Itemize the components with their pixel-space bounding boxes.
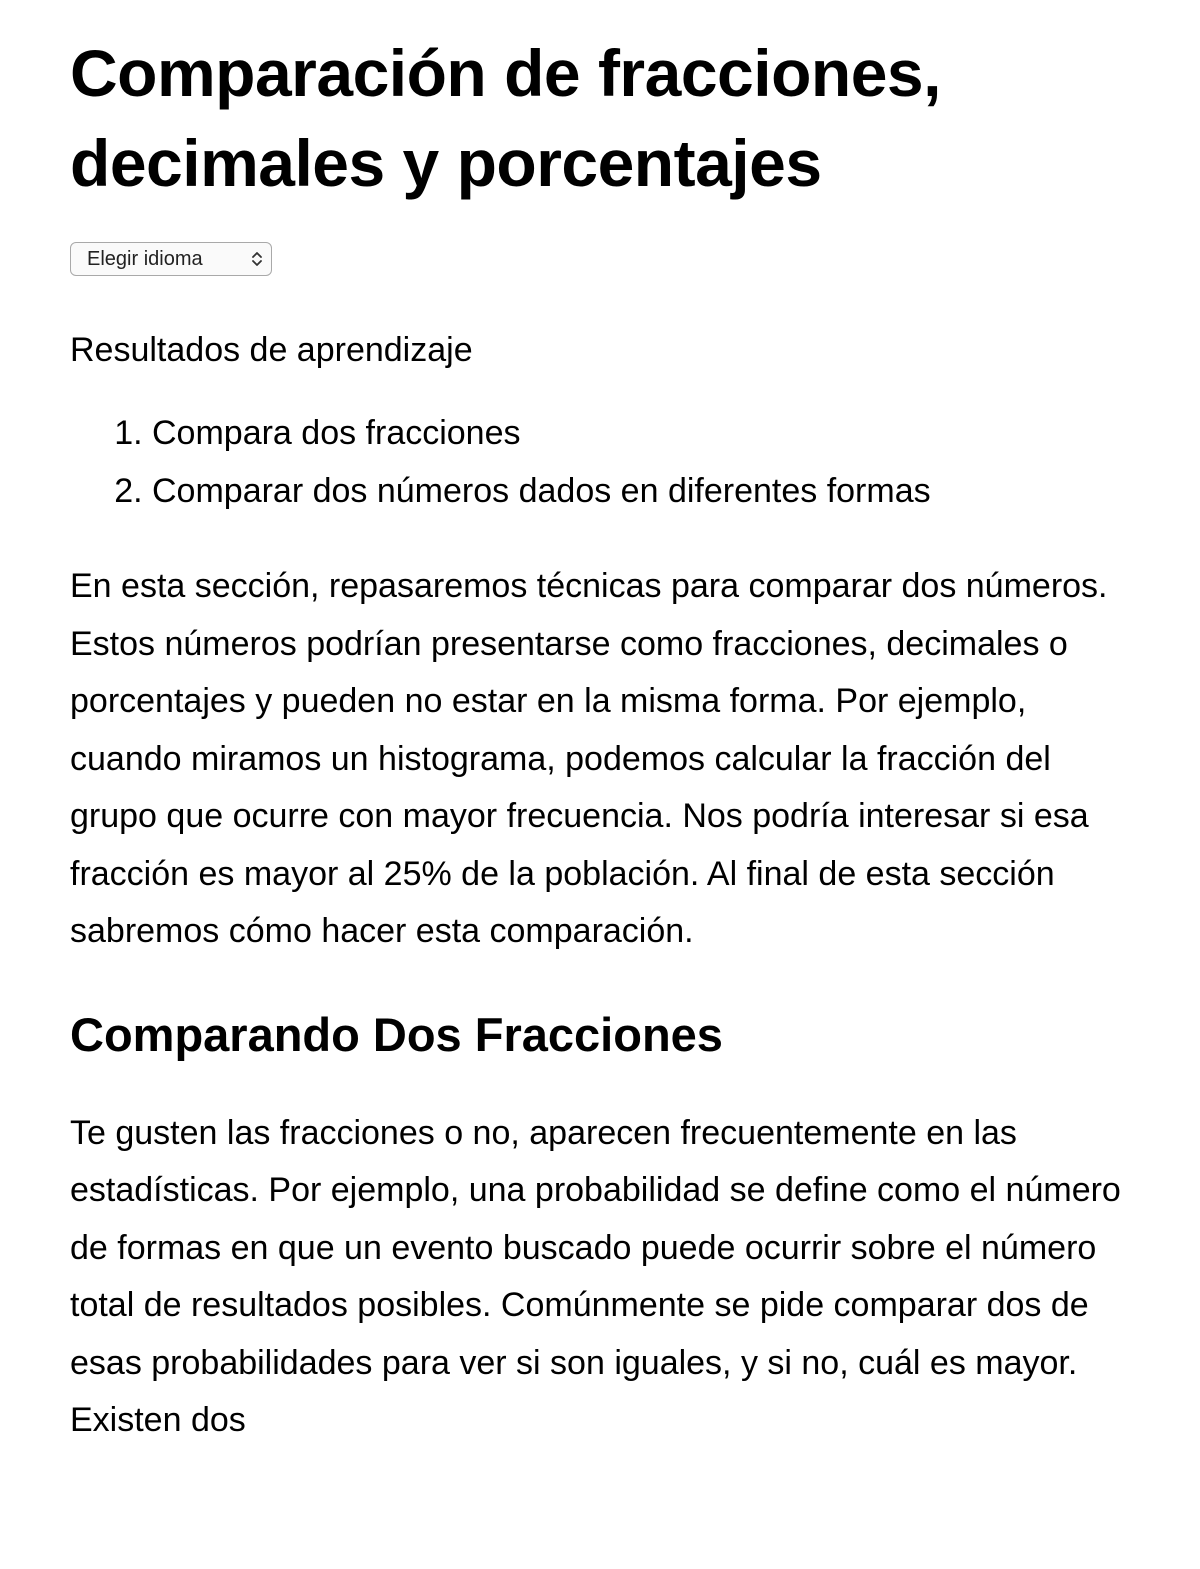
section-paragraph: Te gusten las fracciones o no, aparecen frecuentemente en las estadísticas. Por ejemplo, una probabilidad se define como el número de formas en que un evento buscado puede ocurrir sobre el número total de resultados posibles. Comúnmente se pide comparar dos de esas probabilidades para ver si son iguales, y si no, cuál es mayor. Existen dos (70, 1113, 1121, 1439)
section-heading: Comparando Dos Fracciones (70, 1007, 723, 1061)
intro-paragraph: En esta sección, repasaremos técnicas para comparar dos números. Estos números podrían presentarse como fracciones, decimales o porcentajes y pueden no estar en la misma forma. Por ejemplo, cuando miramos un histograma, podemos calcular la fracción del grupo que ocurre con mayor frecuencia. Nos podría interesar si esa fracción es mayor al 25% de la población. Al final de esta sección sabremos cómo hacer esta comparación. (70, 567, 1108, 950)
page-title: Comparación de fracciones, decimales y porcentajes (70, 36, 941, 200)
chevrons-up-down-icon (250, 249, 264, 269)
language-select-value: Elegir idioma (87, 247, 203, 270)
list-item: 2. Comparar dos números dados en diferentes formas (152, 462, 1140, 520)
learning-outcomes-list (70, 404, 1140, 520)
language-select-wrapper (70, 242, 272, 276)
list-item: 1. Compara dos fracciones (152, 404, 1140, 462)
language-select[interactable] (70, 242, 272, 276)
document-page (70, 28, 1140, 1450)
learning-outcomes-heading: Resultados de aprendizaje (70, 331, 473, 369)
